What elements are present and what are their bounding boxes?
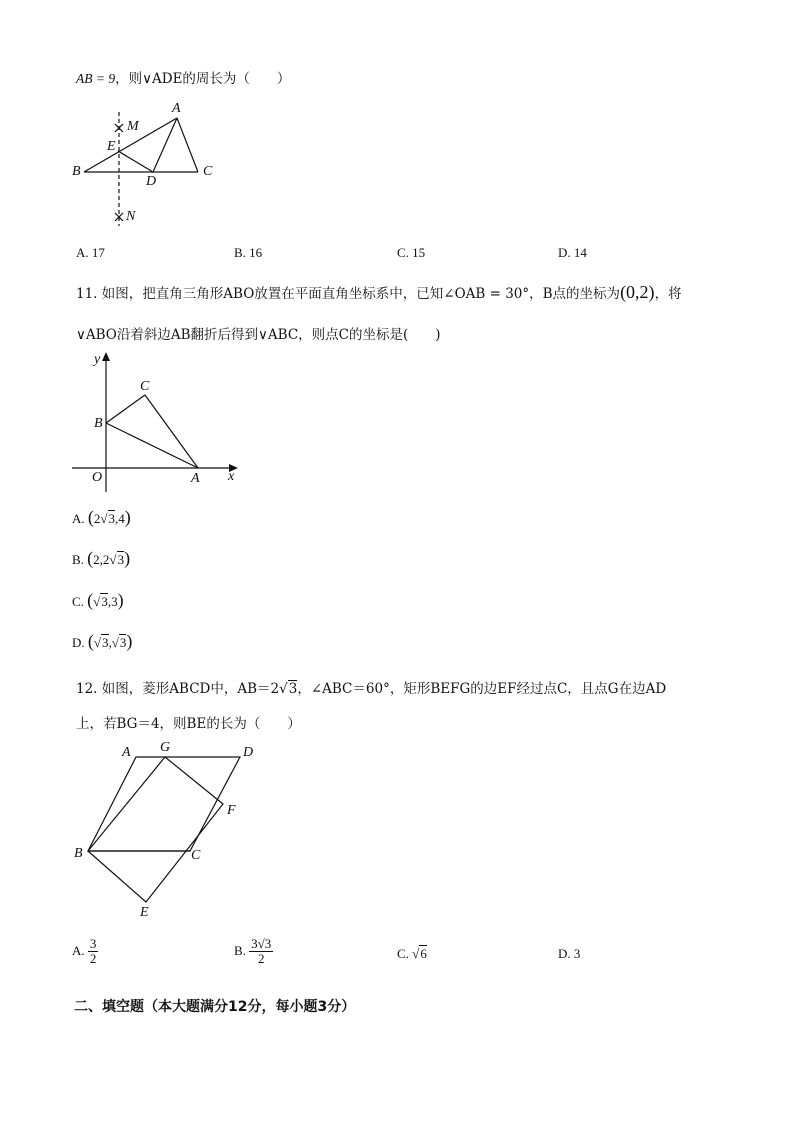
q11-option-d[interactable]: D. (√3,√3) — [72, 631, 133, 651]
q10-stem-text: ，则∨ADE的周长为（ ） — [115, 71, 291, 87]
q12-option-d-key: D. — [558, 946, 571, 961]
q12-option-c[interactable]: C. √6 — [397, 946, 427, 961]
q12-option-b[interactable] — [234, 937, 273, 967]
q11-text-1: 如图，把直角三角形ABO放置在平面直角坐标系中，已知∠OAB = 30°，B点的坐标为 — [101, 286, 621, 302]
q11-option-b-root: 3 — [117, 552, 125, 567]
q12-label-e: E — [140, 905, 149, 920]
q12-option-b-fraction — [249, 937, 273, 967]
q10-label-b: B — [72, 164, 81, 179]
q11-option-d-key: D. — [72, 635, 85, 650]
q11-option-c-root: 3 — [101, 594, 108, 609]
q10-option-a-key: A. — [76, 245, 89, 260]
q12-option-a-fraction — [88, 937, 99, 967]
q12-option-b-key: B. — [234, 942, 246, 958]
q12-option-d-value: 3 — [573, 946, 581, 961]
q12-label-f: F — [227, 803, 236, 818]
q11-label-b: B — [94, 416, 103, 431]
q10-option-d-key: D. — [558, 245, 571, 260]
q11-option-b-key: B. — [72, 552, 84, 567]
q12-text-2: 上，若BG＝4，则BE的长为（ ） — [76, 716, 301, 732]
q11-option-a-right: ,4 — [115, 511, 125, 526]
q12-text-1a: 如图，菱形ABCD中，AB＝2 — [101, 681, 280, 697]
q12-label-d: D — [243, 745, 254, 760]
q12-option-a[interactable] — [72, 937, 98, 967]
q11-option-d-root2: 3 — [119, 635, 127, 650]
q12-option-b-num: 3√3 — [251, 936, 272, 951]
q11-option-b[interactable]: B. (2,2√3) — [72, 548, 131, 568]
q11-option-c[interactable]: C. (√3,3) — [72, 590, 124, 610]
q12-option-b-den: 2 — [257, 951, 265, 967]
q12-label-b: B — [74, 846, 83, 861]
q11-label-y: y — [94, 352, 101, 367]
q12-option-d[interactable] — [558, 946, 580, 962]
q11-option-b-left: 2,2 — [93, 552, 110, 567]
section-heading-fill-in: 二、填空题（本大题满分12分，每小题3分） — [74, 999, 356, 1015]
q11-label-a: A — [191, 471, 200, 486]
q11-text-1-end: ，将 — [654, 286, 682, 302]
q11-option-c-key: C. — [72, 594, 84, 609]
q10-label-c: C — [203, 164, 213, 179]
q10-stem-math: AB = 9 — [76, 71, 116, 86]
q10-label-e: E — [107, 139, 116, 154]
q10-option-b-value: 16 — [249, 245, 263, 260]
q11-label-o: O — [92, 470, 103, 485]
q12-option-a-num: 3 — [89, 936, 97, 951]
q11-option-a[interactable]: A. (2√3,4) — [72, 507, 131, 527]
q12-option-c-key: C. — [397, 946, 409, 961]
q12-line-1: 12. 如图，菱形ABCD中，AB＝2√3，∠ABC＝60°，矩形BEFG的边EF经过点C，且点G在边AD — [76, 681, 667, 697]
q11-number: 11. — [76, 286, 98, 302]
q12-rectangle-befg — [88, 757, 223, 902]
q12-label-g: G — [160, 740, 171, 755]
q10-label-a: A — [172, 101, 181, 116]
q12-rhombus-abcd — [88, 757, 240, 851]
q10-label-n: N — [126, 209, 136, 224]
q12-text-1-root: 3 — [288, 681, 298, 697]
q12-option-a-den: 2 — [89, 951, 97, 967]
q12-label-c: C — [191, 848, 201, 863]
q11-option-d-comma: , — [108, 635, 112, 650]
q11-option-a-left: 2 — [93, 511, 101, 526]
q11-option-a-key: A. — [72, 511, 85, 526]
q10-option-b-key: B. — [234, 245, 246, 260]
q11-text-2: ∨ABO沿着斜边AB翻折后得到∨ABC，则点C的坐标是( ) — [76, 327, 441, 343]
q11-option-d-root: 3 — [102, 635, 109, 650]
q12-number: 12. — [76, 681, 98, 697]
q11-label-c: C — [140, 379, 150, 394]
q10-option-a-value: 17 — [91, 245, 105, 260]
q12-text-1b: ，∠ABC＝60°，矩形BEFG的边EF经过点C，且点G在边AD — [297, 681, 667, 697]
q12-option-a-key: A. — [72, 942, 85, 958]
q11-option-c-right: ,3 — [107, 594, 118, 609]
q11-option-a-root: 3 — [108, 511, 116, 526]
q10-label-m: M — [127, 119, 139, 134]
q12-option-c-root: 6 — [420, 946, 427, 961]
q12-label-a: A — [122, 745, 131, 760]
q10-option-c-key: C. — [397, 245, 409, 260]
q10-option-c-value: 15 — [412, 245, 426, 260]
q11-coord: (0,2) — [620, 282, 655, 302]
q11-label-x: x — [228, 469, 235, 484]
q10-label-d: D — [146, 174, 157, 189]
q10-option-d-value: 14 — [573, 245, 587, 260]
